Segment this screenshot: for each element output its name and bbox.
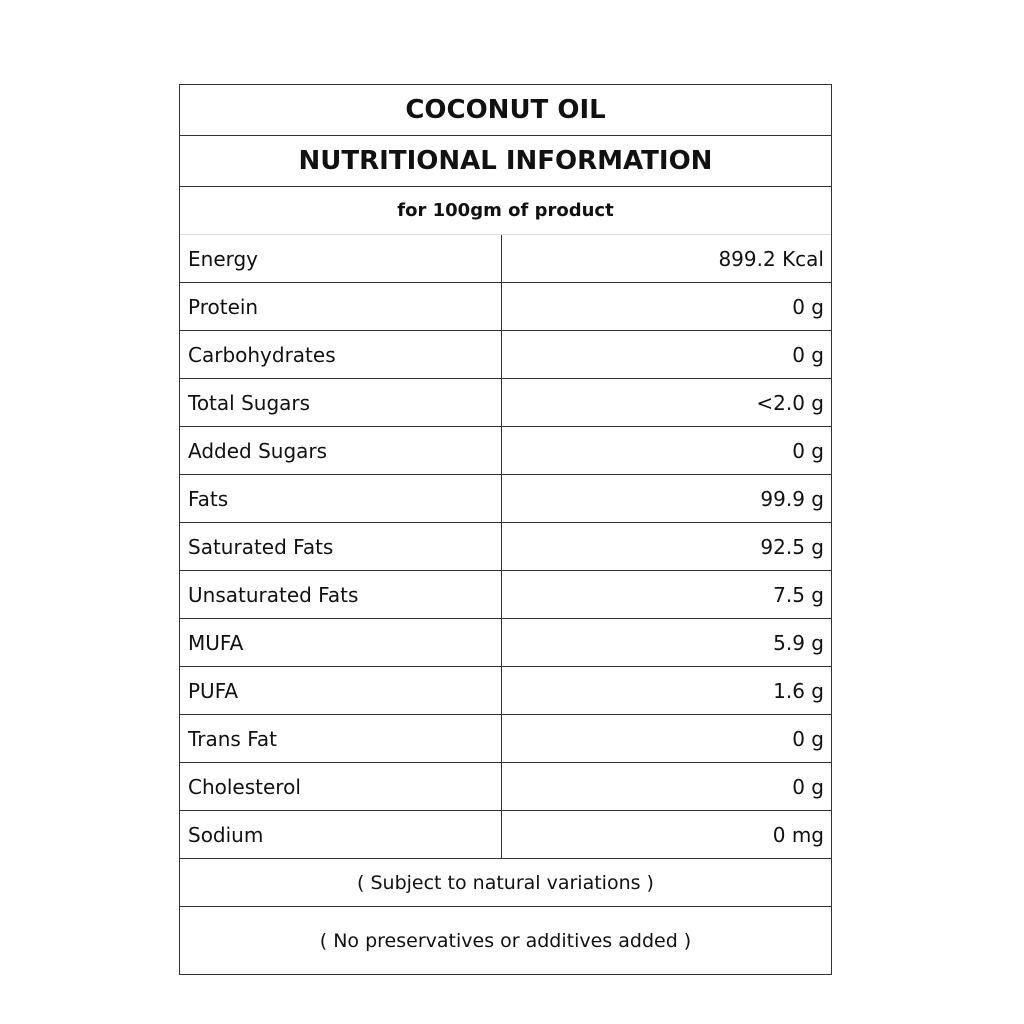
nutrient-row [180,715,831,763]
nutrient-value: 0 g [792,774,824,799]
product-title: COCONUT OIL [180,85,831,136]
nutrient-name: Total Sugars [180,379,502,426]
nutrient-name: Saturated Fats [180,523,502,570]
nutrient-value: 0 g [792,294,824,319]
nutrient-name: Unsaturated Fats [180,571,502,618]
nutrient-row [180,475,831,523]
nutrient-name: Sodium [180,811,502,858]
nutrient-value: 0 g [792,726,824,751]
nutrient-value: <2.0 g [756,390,824,415]
nutrient-row [180,763,831,811]
nutrient-value: 5.9 g [773,630,824,655]
nutrient-name: Energy [180,235,502,282]
nutrient-row [180,571,831,619]
preservatives-note: ( No preservatives or additives added ) [319,929,692,952]
nutrient-value: 1.6 g [773,678,824,703]
nutrient-value: 0 g [792,438,824,463]
nutrient-row [180,523,831,571]
nutrient-name: Fats [180,475,502,522]
nutrient-row [180,667,831,715]
nutrient-row [180,619,831,667]
nutrition-heading: NUTRITIONAL INFORMATION [180,136,831,187]
variation-note: ( Subject to natural variations ) [180,859,831,907]
nutrient-row [180,427,831,475]
nutrient-name: MUFA [180,619,502,666]
nutrient-value: 0 mg [772,822,824,847]
nutrient-row [180,283,831,331]
nutrient-name: Protein [180,283,502,330]
nutrient-value: 0 g [792,342,824,367]
nutrient-name: Trans Fat [180,715,502,762]
serving-basis: for 100gm of product [180,187,831,235]
nutrient-value: 92.5 g [760,534,824,559]
nutrient-name: Cholesterol [180,763,502,810]
nutrient-name: Added Sugars [180,427,502,474]
nutrient-value: 99.9 g [760,486,824,511]
nutrition-label [179,84,832,975]
nutrient-name: PUFA [180,667,502,714]
nutrient-row [180,811,831,859]
nutrient-row [180,331,831,379]
nutrient-name: Carbohydrates [180,331,502,378]
nutrient-row [180,379,831,427]
nutrient-value: 7.5 g [773,582,824,607]
nutrient-row [180,235,831,283]
nutrient-value: 899.2 Kcal [718,246,824,271]
